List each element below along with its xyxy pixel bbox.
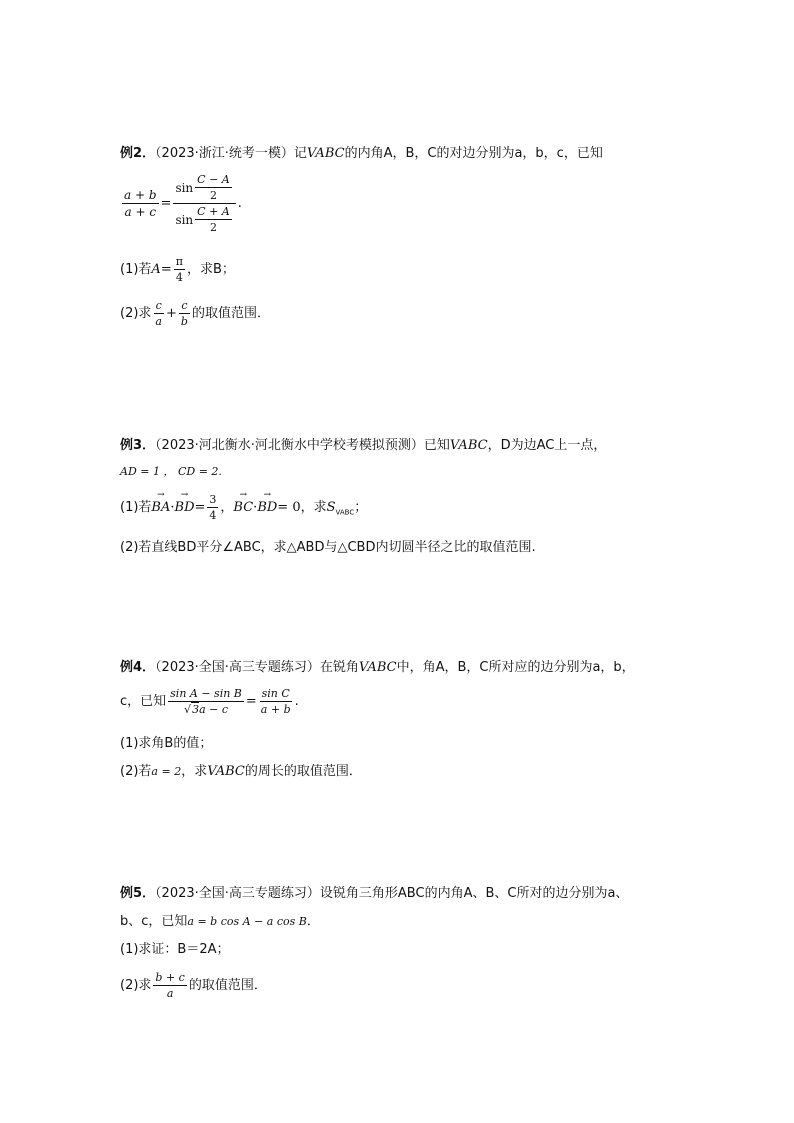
ex4-q2-cond: a = 2 xyxy=(151,765,182,778)
ex4-lhs-num: sin A − sin B xyxy=(170,687,242,700)
ex5-q2-num: b + c xyxy=(155,971,185,984)
ex2-label: 例2． xyxy=(120,146,156,161)
ex2-equation xyxy=(120,172,242,235)
ex3-vec-bd: → BD xyxy=(175,500,195,515)
ex5-stem-line xyxy=(120,884,628,904)
ex2-period: . xyxy=(237,196,242,211)
ex3-source: （2023·河北衡水·河北衡水中学校考模拟预测） xyxy=(155,438,424,453)
ex2-rhs-den-arg-num: C + A xyxy=(197,205,230,218)
ex4-lhs-den-rest: a − c xyxy=(199,703,228,716)
ex2-lhs-num: a + b xyxy=(124,188,157,202)
ex4-lhs-fraction: $\frac{\text{sin A − sin B}}{√3a - c}$ xyxy=(170,687,242,716)
ex3-label: 例3． xyxy=(120,438,156,453)
ex2-q2-n1: c xyxy=(155,299,162,312)
ex3-q1-num: 3 xyxy=(209,493,217,506)
ex5-q2-den: a xyxy=(166,987,174,1000)
ex4-q2-prefix: (2)若 xyxy=(120,764,152,779)
ex3-stem-b: ，D为边AC上一点， xyxy=(487,438,607,453)
ex2-rhs-den-fn: sin xyxy=(175,212,194,227)
ex2-q2: (2)求 $\frac{c}{a}$ + $\frac{c}{b}$ 的取值范围． xyxy=(120,299,270,328)
ex3-q1: (1)若→ BA·→ BD= $\frac{3}{4}$ ，→ BC·→ BD= 0，求$S_{VABC}$； xyxy=(120,492,367,523)
ex2-lhs-den: a + c xyxy=(124,205,157,219)
ex4-stem-a: 在锐角 xyxy=(319,660,359,675)
ex5-q2-suffix: 的取值范围． xyxy=(188,978,267,993)
ex2-rhs-num-arg-num: C − A xyxy=(197,173,230,186)
ex3-stem-line xyxy=(120,436,606,456)
ex2-q2-prefix: (2)求 xyxy=(120,306,152,321)
ex3-triangle: VABC xyxy=(449,438,488,453)
ex2-q1-fraction xyxy=(174,254,185,285)
ex2-rhs-den-arg-den: 2 xyxy=(209,221,217,234)
ex2-q2-suffix: 的取值范围． xyxy=(191,306,270,321)
ex5-line2-eq: a = b cos A − a cos B xyxy=(187,915,307,928)
ex2-rhs-num-fn: sin xyxy=(175,180,194,195)
ex3-q1-fraction xyxy=(207,492,218,523)
ex2-q1-den: 4 xyxy=(175,271,183,284)
ex2-stem-line xyxy=(120,144,603,164)
ex5-q2-fraction xyxy=(153,970,186,1001)
ex2-triangle: VABC xyxy=(306,146,345,161)
ex4-stem-line xyxy=(120,658,635,678)
ex4-rhs-fraction xyxy=(259,686,293,717)
ex5-line2 xyxy=(120,912,320,932)
ex2-q1-suffix: ，求B； xyxy=(186,262,235,277)
ex5-source: （2023·全国·高三专题练习） xyxy=(155,886,320,901)
ex3-q1-den: 4 xyxy=(209,509,217,522)
ex4-triangle: VABC xyxy=(358,660,397,675)
ex4-q2 xyxy=(120,762,362,782)
ex2-intro: 记 xyxy=(293,146,307,161)
ex4-q1 xyxy=(120,734,212,754)
ex5-q2 xyxy=(120,970,267,1001)
ex3-vec-bc: → BC xyxy=(233,500,253,515)
ex2-q1-num: π xyxy=(175,255,183,268)
ex4-label: 例4． xyxy=(120,660,156,675)
ex5-q1-text: (1)求证：B＝2A； xyxy=(120,942,230,957)
ex2-q1-var: A xyxy=(151,262,161,277)
equals-sign: = xyxy=(160,196,172,211)
ex5-q2-prefix: (2)求 xyxy=(120,978,152,993)
ex3-cond: AD = 1 ， CD = 2. xyxy=(120,465,222,478)
ex3-area-symbol: S xyxy=(326,500,336,515)
ex3-stem-a: 已知 xyxy=(423,438,450,453)
ex3-condition xyxy=(120,462,222,482)
ex4-source: （2023·全国·高三专题练习） xyxy=(155,660,320,675)
ex4-line2: c，已知 $\frac{\text{sin A − sin B}}{√3a - c}$ = $\frac{\text{sin C}}{a + b}$ . xyxy=(120,687,299,716)
ex4-q1-text: (1)求角B的值； xyxy=(120,736,213,751)
ex5-line2-prefix: b、c，已知 xyxy=(120,914,188,929)
ex3-q2 xyxy=(120,538,536,558)
ex2-lhs-fraction xyxy=(122,187,159,220)
ex2-rhs-num-arg xyxy=(195,172,232,203)
ex2-q2-fraction-1 xyxy=(153,298,164,329)
ex2-q2-fraction-2 xyxy=(179,298,190,329)
ex3-q1-zero: = 0 xyxy=(277,500,301,515)
ex3-area-subscript: VABC xyxy=(335,508,355,517)
ex4-q2-triangle: VABC xyxy=(207,764,245,779)
ex3-q1-ask: ，求 xyxy=(300,500,327,515)
ex3-vec-ba: → BA xyxy=(151,500,170,515)
ex3-q1-end: ； xyxy=(354,500,368,515)
ex4-q2-mid: ，求 xyxy=(181,764,208,779)
ex5-stem: 设锐角三角形ABC的内角A、B、C所对的边分别为a、 xyxy=(319,886,629,901)
ex4-q2-end: 的周长的取值范围． xyxy=(244,764,362,779)
ex2-source: （2023·浙江·统考一模） xyxy=(155,146,294,161)
ex2-rhs-den-arg xyxy=(195,204,232,235)
ex3-vec-bd2: → BD xyxy=(257,500,277,515)
ex2-stem: 的内角A，B，C的对边分别为a，b，c，已知 xyxy=(344,146,603,161)
ex2-rhs-num-arg-den: 2 xyxy=(209,189,217,202)
ex3-q1-prefix: (1)若 xyxy=(120,500,152,515)
ex3-q2-text: (2)若直线BD平分∠ABC，求△ABD与△CBD内切圆半径之比的取值范围. xyxy=(120,540,536,555)
ex4-line2-prefix: c，已知 xyxy=(120,694,167,709)
ex2-q1-prefix: (1)若 xyxy=(120,262,152,277)
ex2-q1: (1)若A= $\frac{\pi}{4}$ ，求B； xyxy=(120,255,235,284)
ex4-stem-b: 中，角A，B，C所对应的边分别为a，b， xyxy=(396,660,635,675)
ex5-q1 xyxy=(120,940,230,960)
ex2-q2-n2: c xyxy=(181,299,188,312)
ex4-rhs-den: a + b xyxy=(260,703,291,716)
ex5-line2-end: ． xyxy=(306,914,320,929)
ex2-q2-d1: a xyxy=(155,315,162,328)
ex2-q2-d2: b xyxy=(180,315,188,328)
ex4-rhs-num: sin C xyxy=(261,687,290,700)
ex2-rhs-fraction xyxy=(173,172,235,235)
ex5-label: 例5． xyxy=(120,886,156,901)
ex4-lhs-den-root: 3 xyxy=(192,703,200,716)
